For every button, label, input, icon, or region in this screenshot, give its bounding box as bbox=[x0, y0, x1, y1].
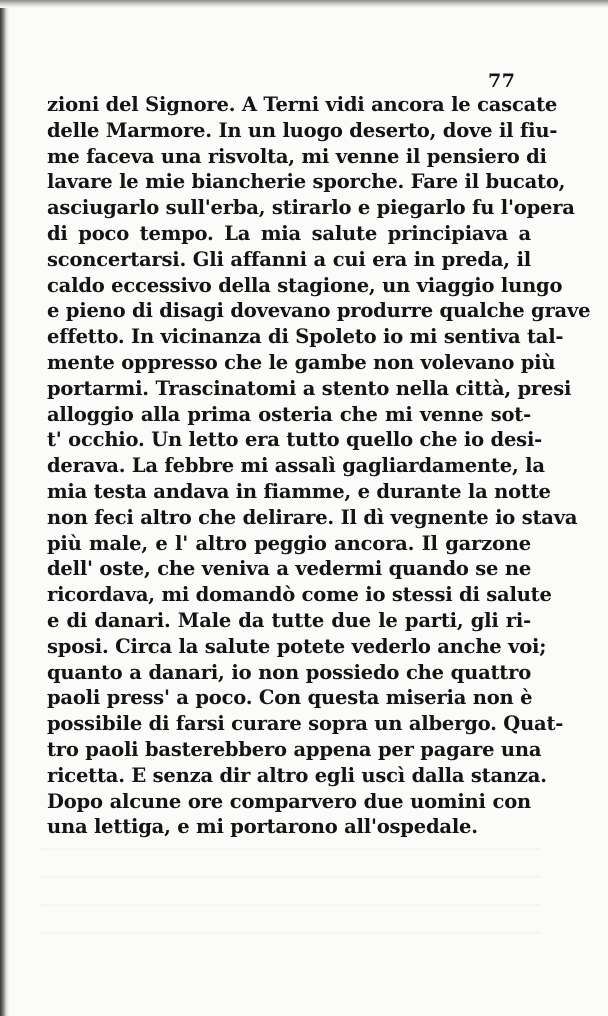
text-line: delle Marmore. In un luogo deserto, dove il fiu- bbox=[47, 118, 558, 142]
page-binding-edge bbox=[0, 0, 9, 1016]
bleed-line bbox=[40, 854, 540, 878]
text-line: sposi. Circa la salute potete vederlo anche voi; bbox=[47, 634, 547, 658]
text-line: portarmi. Trascinatomi a stento nella città, presi bbox=[47, 376, 572, 400]
text-line: dell' oste, che veniva a vedermi quando se ne bbox=[47, 557, 532, 581]
text-line: quanto a danari, io non possiedo che quattro bbox=[47, 660, 531, 684]
text-line: più male, e l' altro peggio ancora. Il garzone bbox=[47, 531, 531, 555]
text-line: possibile di farsi curare sopra un albergo. Quat- bbox=[47, 712, 564, 736]
text-line: mente oppresso che le gambe non volevano più bbox=[47, 350, 556, 374]
text-line: ricordava, mi domandò come io stessi di salute bbox=[47, 583, 552, 607]
text-line: non feci altro che delirare. Il dì vegnente io stava bbox=[47, 505, 578, 529]
text-line: paoli press' a poco. Con questa miseria non è bbox=[47, 686, 533, 710]
page-number: 77 bbox=[488, 70, 516, 92]
text-line: effetto. In vicinanza di Spoleto io mi sentiva tal- bbox=[47, 325, 564, 349]
text-line: zioni del Signore. A Terni vidi ancora le cascate bbox=[47, 93, 558, 116]
text-line: t' occhio. Un letto era tutto quello che io desi- bbox=[47, 428, 543, 452]
text-line: mia testa andava in fiamme, e durante la notte bbox=[47, 479, 551, 503]
text-line: e di danari. Male da tutte due le parti, gli ri- bbox=[47, 608, 531, 632]
show-through-bleed bbox=[40, 826, 540, 938]
body-text bbox=[47, 92, 591, 840]
bleed-line bbox=[40, 826, 540, 850]
text-line: e pieno di disagi dovevano produrre qualche grave bbox=[47, 299, 591, 323]
bleed-line bbox=[40, 910, 540, 934]
text-line: derava. La febbre mi assalì gagliardamente, la bbox=[47, 454, 545, 478]
text-line: tro paoli basterebbero appena per pagare una bbox=[47, 737, 542, 761]
text-line: asciugarlo sull'erba, stirarlo e piegarlo fu l'opera bbox=[47, 196, 575, 220]
text-line: una lettiga, e mi portarono all'ospedale. bbox=[47, 815, 478, 839]
text-line: caldo eccessivo della stagione, un viaggio lungo bbox=[47, 273, 563, 297]
text-line: alloggio alla prima osteria che mi venne sot- bbox=[47, 402, 531, 426]
text-line: lavare le mie biancherie sporche. Fare il bucato, bbox=[47, 170, 566, 194]
text-line: ricetta. E senza dir altro egli uscì dalla stanza. bbox=[47, 763, 547, 787]
text-line: di poco tempo. La mia salute principiava a bbox=[47, 221, 531, 245]
text-line: Dopo alcune ore comparvero due uomini con bbox=[47, 789, 531, 813]
text-line: me faceva una risvolta, mi venne il pensiero di bbox=[47, 144, 547, 168]
page-top-edge bbox=[0, 0, 608, 8]
text-line: sconcertarsi. Gli affanni a cui era in preda, il bbox=[47, 247, 531, 271]
bleed-line bbox=[40, 882, 540, 906]
